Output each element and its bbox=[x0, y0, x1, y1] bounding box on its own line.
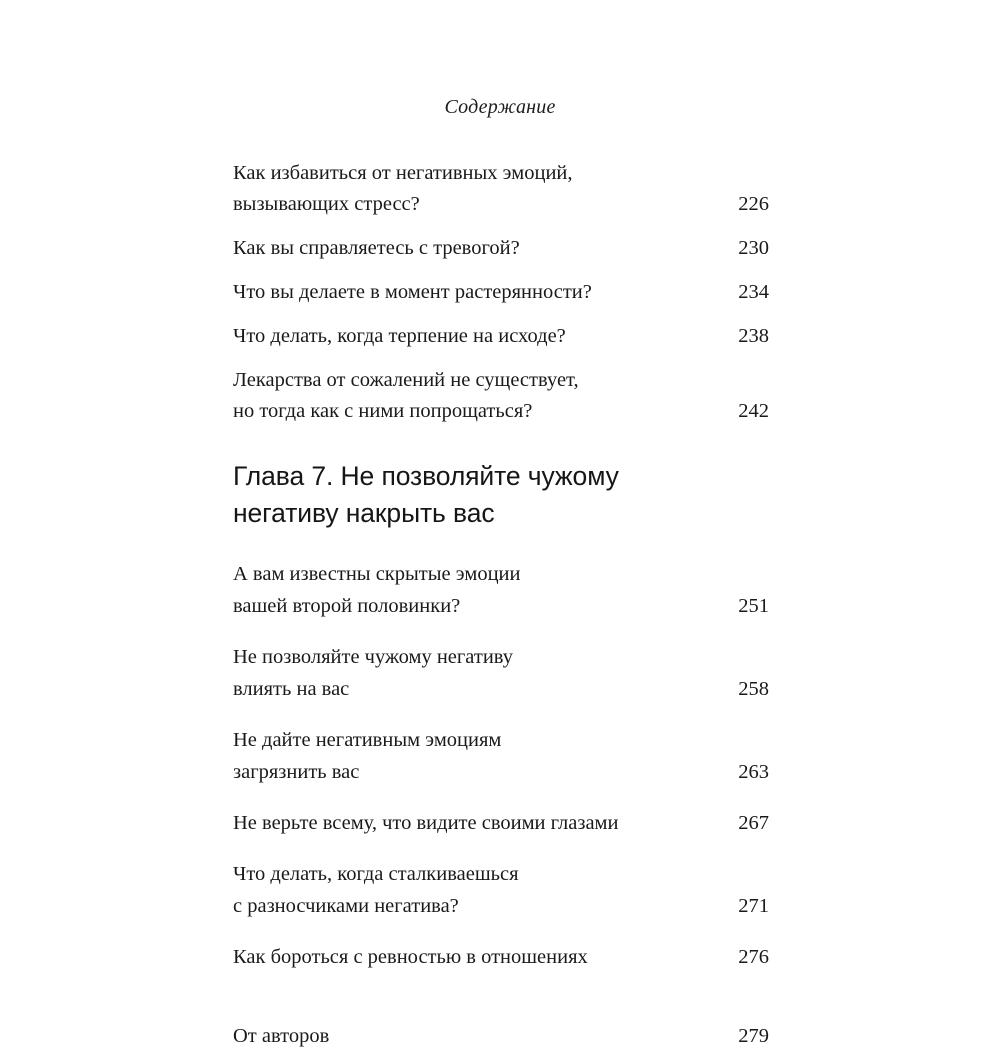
toc-entry-title-line: Лекарства от сожалений не существует, bbox=[233, 369, 579, 391]
toc-entry[interactable] bbox=[233, 641, 769, 705]
toc-entry[interactable] bbox=[233, 807, 769, 839]
toc-entry-title bbox=[233, 277, 663, 308]
toc-entry-title-line: влиять на вас bbox=[233, 678, 350, 700]
toc-entry-page-number: 263 bbox=[738, 761, 769, 783]
toc-entry-title-line: Что делать, когда сталкиваешься bbox=[233, 863, 519, 885]
toc-entry-title bbox=[233, 641, 663, 705]
toc-entry[interactable] bbox=[233, 321, 769, 352]
toc-entry-title-line: вызывающих стресс? bbox=[233, 193, 420, 215]
toc-entry-title bbox=[233, 158, 663, 220]
toc-entry[interactable] bbox=[233, 941, 769, 973]
toc-entry-page-number: 251 bbox=[738, 595, 769, 617]
toc-entry-title-line: Что делать, когда терпение на исходе? bbox=[233, 325, 566, 347]
running-head: Содержание bbox=[444, 96, 556, 118]
toc-entry-title-line: вашей второй половинки? bbox=[233, 595, 461, 617]
toc-entry-title-line: А вам известны скрытые эмоции bbox=[233, 563, 521, 585]
toc-entry-title-line: Не позволяйте чужому негативу bbox=[233, 646, 514, 668]
toc-entry-page-number: 271 bbox=[738, 895, 769, 917]
toc-entry-title-line: но тогда как с ними попрощаться? bbox=[233, 400, 533, 422]
toc-group-chapter-7 bbox=[233, 558, 769, 973]
toc-entry-page-number: 276 bbox=[738, 946, 769, 968]
table-of-contents bbox=[233, 158, 769, 1052]
toc-entry[interactable] bbox=[233, 858, 769, 922]
toc-entry-page-number: 234 bbox=[738, 281, 769, 303]
toc-entry-title bbox=[233, 365, 663, 427]
chapter-heading-line: негативу накрыть вас bbox=[233, 498, 495, 528]
toc-entry-page-number: 258 bbox=[738, 678, 769, 700]
toc-entry-title-line: Что вы делаете в момент растерянности? bbox=[233, 281, 592, 303]
toc-entry-title bbox=[233, 558, 663, 622]
toc-group-back-matter bbox=[233, 1020, 769, 1052]
toc-entry-title bbox=[233, 724, 663, 788]
toc-entry-title-line: Не дайте негативным эмоциям bbox=[233, 729, 502, 751]
toc-entry-page-number: 238 bbox=[738, 325, 769, 347]
toc-entry[interactable] bbox=[233, 365, 769, 427]
toc-entry[interactable] bbox=[233, 233, 769, 264]
toc-entry-title-line: Не верьте всему, что видите своими глазами bbox=[233, 812, 619, 834]
toc-entry-title bbox=[233, 807, 663, 839]
toc-entry-title bbox=[233, 1020, 663, 1052]
toc-entry-page-number: 226 bbox=[738, 193, 769, 215]
toc-entry-page-number: 267 bbox=[738, 812, 769, 834]
toc-entry-title-line: Как избавиться от негативных эмоций, bbox=[233, 162, 573, 184]
toc-entry-page-number: 242 bbox=[738, 400, 769, 422]
toc-entry[interactable] bbox=[233, 724, 769, 788]
chapter-heading-line: Глава 7. Не позволяйте чужому bbox=[233, 461, 619, 491]
toc-entry[interactable] bbox=[233, 158, 769, 220]
toc-entry[interactable] bbox=[233, 558, 769, 622]
toc-entry-title bbox=[233, 321, 663, 352]
toc-entry-title-line: загрязнить вас bbox=[233, 761, 360, 783]
toc-entry-title bbox=[233, 858, 663, 922]
toc-entry-title-line: Как вы справляетесь с тревогой? bbox=[233, 237, 520, 259]
toc-entry[interactable] bbox=[233, 277, 769, 308]
toc-entry-page-number: 230 bbox=[738, 237, 769, 259]
toc-entry-page-number: 279 bbox=[738, 1025, 769, 1047]
toc-entry-title-line: с разносчиками негатива? bbox=[233, 895, 459, 917]
toc-entry-title bbox=[233, 233, 663, 264]
toc-entry[interactable] bbox=[233, 1020, 769, 1052]
toc-group-before-chapter bbox=[233, 158, 769, 427]
toc-entry-title-line: Как бороться с ревностью в отношениях bbox=[233, 946, 588, 968]
chapter-heading bbox=[233, 458, 703, 532]
toc-entry-title bbox=[233, 941, 663, 973]
toc-entry-title-line: От авторов bbox=[233, 1025, 330, 1047]
